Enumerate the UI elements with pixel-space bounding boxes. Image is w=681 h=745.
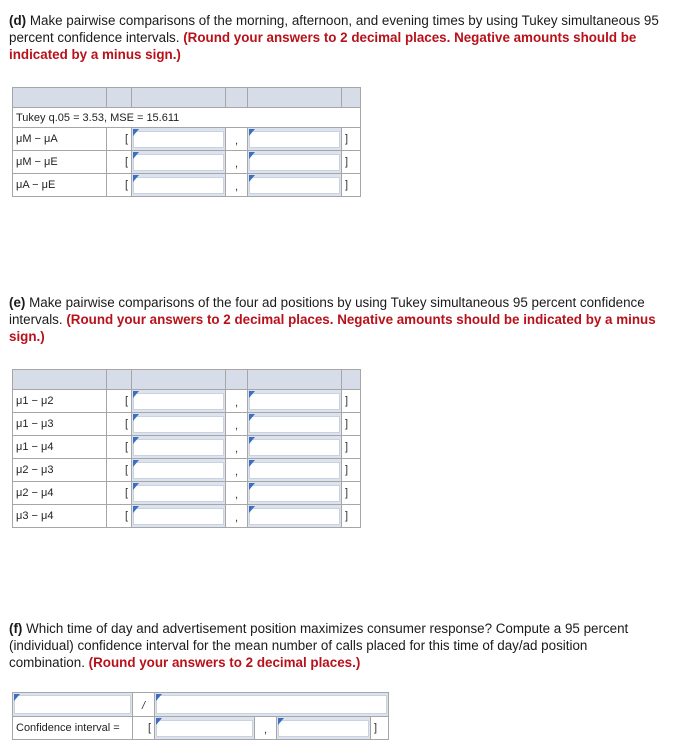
upper-bound-input[interactable] [249, 462, 340, 479]
lower-bound-cell [132, 459, 226, 482]
header-cell [132, 370, 226, 390]
question-d-label: (d) [9, 13, 27, 28]
flag-icon [156, 718, 162, 725]
lower-bound-input[interactable] [133, 154, 224, 171]
separator: , [226, 151, 248, 174]
lower-bound-input[interactable] [133, 393, 224, 410]
flag-icon [133, 152, 139, 159]
flag-icon [249, 414, 255, 421]
header-cell [226, 88, 248, 108]
upper-bound-cell [248, 505, 342, 528]
close-bracket: ] [342, 459, 361, 482]
separator: , [226, 482, 248, 505]
upper-bound-input[interactable] [249, 393, 340, 410]
open-bracket: [ [133, 717, 155, 740]
question-e-label: (e) [9, 295, 26, 310]
upper-bound-cell [248, 413, 342, 436]
row-label: μ3 − μ4 [13, 505, 107, 528]
lower-bound-cell [132, 128, 226, 151]
separator: , [226, 505, 248, 528]
close-bracket: ] [342, 482, 361, 505]
slash-separator: / [133, 693, 155, 717]
tukey-caption: Tukey q.05 = 3.53, MSE = 15.611 [13, 108, 361, 128]
table-row [13, 390, 361, 413]
question-e-instruction: (Round your answers to 2 decimal places. Negative amounts should be indicated by a minus sign.) [9, 312, 656, 344]
flag-icon [249, 483, 255, 490]
open-bracket: [ [107, 174, 132, 197]
table-row [13, 482, 361, 505]
time-of-day-select[interactable] [14, 695, 131, 714]
flag-icon [133, 391, 139, 398]
flag-icon [249, 506, 255, 513]
lower-bound-input[interactable] [133, 439, 224, 456]
upper-bound-input[interactable] [249, 177, 340, 194]
header-cell [132, 88, 226, 108]
selection-row [13, 693, 389, 717]
lower-bound-input[interactable] [133, 508, 224, 525]
close-bracket: ] [342, 174, 361, 197]
table-row [13, 128, 361, 151]
row-label: μ2 − μ4 [13, 482, 107, 505]
upper-bound-input[interactable] [249, 508, 340, 525]
separator: , [226, 174, 248, 197]
header-cell [248, 370, 342, 390]
lower-bound-input[interactable] [133, 462, 224, 479]
row-label: μ2 − μ3 [13, 459, 107, 482]
close-bracket: ] [371, 717, 389, 740]
flag-icon [133, 506, 139, 513]
time-select-cell [13, 693, 133, 717]
flag-icon [249, 129, 255, 136]
row-label: μ1 − μ4 [13, 436, 107, 459]
header-cell [342, 88, 361, 108]
question-d [9, 12, 659, 63]
table-header-row [13, 370, 361, 390]
lower-bound-input[interactable] [133, 485, 224, 502]
lower-bound-cell [132, 151, 226, 174]
header-cell [248, 88, 342, 108]
question-f-instruction: (Round your answers to 2 decimal places.) [88, 655, 361, 670]
upper-bound-input[interactable] [249, 416, 340, 433]
table-row [13, 413, 361, 436]
open-bracket: [ [107, 413, 132, 436]
lower-bound-cell [132, 505, 226, 528]
upper-bound-cell [248, 459, 342, 482]
flag-icon [156, 694, 162, 701]
question-f-label: (f) [9, 621, 23, 636]
header-cell [13, 88, 107, 108]
tukey-table-d [12, 87, 361, 197]
close-bracket: ] [342, 413, 361, 436]
flag-icon [133, 414, 139, 421]
ci-row [13, 717, 389, 740]
open-bracket: [ [107, 459, 132, 482]
flag-icon [14, 694, 20, 701]
flag-icon [249, 175, 255, 182]
separator: , [226, 413, 248, 436]
table-row [13, 459, 361, 482]
open-bracket: [ [107, 151, 132, 174]
header-cell [107, 370, 132, 390]
ci-table-f [12, 692, 389, 740]
upper-bound-input[interactable] [249, 131, 340, 148]
lower-bound-cell [132, 413, 226, 436]
flag-icon [249, 152, 255, 159]
flag-icon [249, 437, 255, 444]
open-bracket: [ [107, 436, 132, 459]
open-bracket: [ [107, 482, 132, 505]
question-f [9, 620, 659, 671]
header-cell [342, 370, 361, 390]
header-cell [13, 370, 107, 390]
question-d-text: Make pairwise comparisons of the morning, afternoon, and evening times by using Tukey simultaneous 95 percent confidence intervals. [9, 13, 659, 45]
flag-icon [133, 483, 139, 490]
close-bracket: ] [342, 151, 361, 174]
close-bracket: ] [342, 505, 361, 528]
separator: , [226, 436, 248, 459]
ci-lower-input[interactable] [156, 720, 253, 737]
row-label: μ1 − μ3 [13, 413, 107, 436]
position-select-cell [155, 693, 389, 717]
lower-bound-input[interactable] [133, 131, 224, 148]
upper-bound-cell [248, 174, 342, 197]
close-bracket: ] [342, 128, 361, 151]
upper-bound-cell [248, 482, 342, 505]
lower-bound-cell [132, 436, 226, 459]
upper-bound-input[interactable] [249, 154, 340, 171]
lower-bound-cell [132, 174, 226, 197]
question-e [9, 294, 659, 345]
tukey-table-e [12, 369, 361, 528]
upper-bound-input[interactable] [249, 485, 340, 502]
row-label: μA − μE [13, 174, 107, 197]
lower-bound-cell [132, 390, 226, 413]
flag-icon [249, 391, 255, 398]
table-header-row [13, 88, 361, 108]
table-row [13, 505, 361, 528]
upper-bound-cell [248, 128, 342, 151]
header-cell [107, 88, 132, 108]
separator: , [226, 459, 248, 482]
separator: , [226, 128, 248, 151]
table-row [13, 174, 361, 197]
caption-row [13, 108, 361, 128]
lower-bound-input[interactable] [133, 416, 224, 433]
upper-bound-cell [248, 436, 342, 459]
row-label: μ1 − μ2 [13, 390, 107, 413]
upper-bound-cell [277, 717, 371, 740]
separator: , [255, 717, 277, 740]
question-f-text: Which time of day and advertisement position maximizes consumer response? Compute a 95 percent (individual) confidence interval for the mean number of calls placed for this time of day/ad position combination. [9, 621, 629, 670]
flag-icon [133, 460, 139, 467]
open-bracket: [ [107, 505, 132, 528]
upper-bound-input[interactable] [249, 439, 340, 456]
ci-label: Confidence interval = [13, 717, 133, 740]
flag-icon [133, 437, 139, 444]
question-d-instruction: (Round your answers to 2 decimal places. Negative amounts should be indicated by a minus sign.) [9, 30, 637, 62]
lower-bound-input[interactable] [133, 177, 224, 194]
ci-upper-input[interactable] [278, 720, 369, 737]
row-label: μM − μE [13, 151, 107, 174]
table-row [13, 151, 361, 174]
lower-bound-cell [132, 482, 226, 505]
open-bracket: [ [107, 390, 132, 413]
close-bracket: ] [342, 436, 361, 459]
close-bracket: ] [342, 390, 361, 413]
question-e-text: Make pairwise comparisons of the four ad positions by using Tukey simultaneous 95 percent confidence intervals. [9, 295, 645, 327]
upper-bound-cell [248, 390, 342, 413]
upper-bound-cell [248, 151, 342, 174]
flag-icon [133, 175, 139, 182]
flag-icon [133, 129, 139, 136]
header-cell [226, 370, 248, 390]
separator: , [226, 390, 248, 413]
open-bracket: [ [107, 128, 132, 151]
lower-bound-cell [155, 717, 255, 740]
ad-position-select[interactable] [156, 695, 387, 714]
flag-icon [278, 718, 284, 725]
flag-icon [249, 460, 255, 467]
row-label: μM − μA [13, 128, 107, 151]
table-row [13, 436, 361, 459]
